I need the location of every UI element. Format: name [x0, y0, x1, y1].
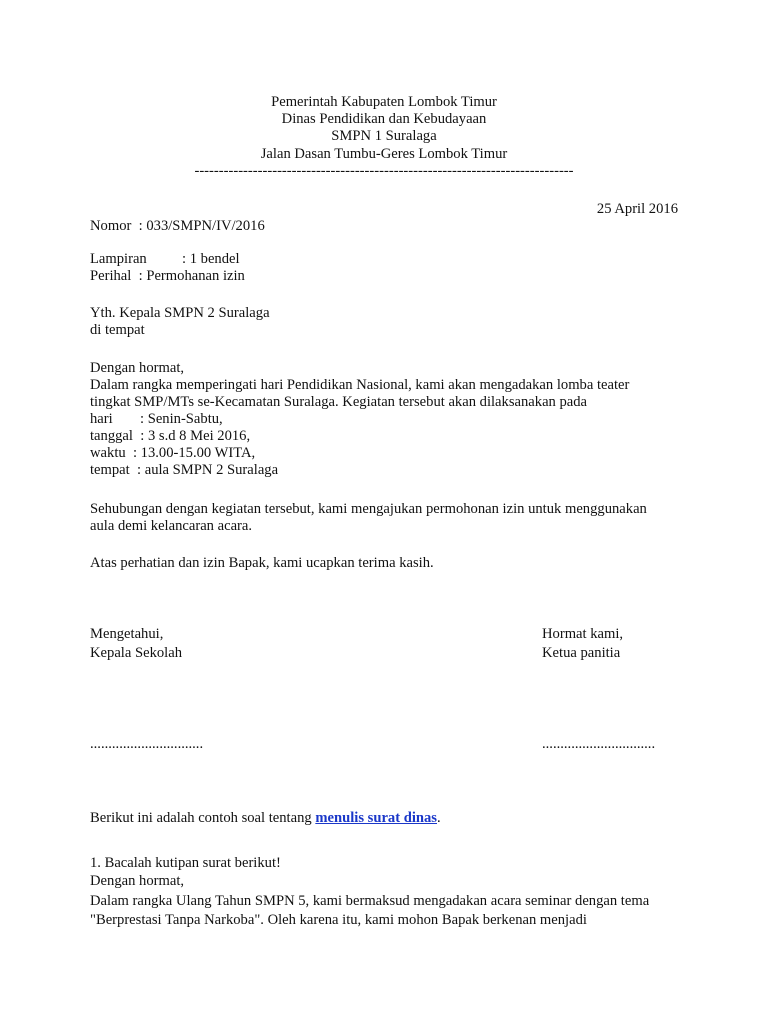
hari-line [90, 411, 223, 428]
example-intro [90, 810, 441, 827]
paragraph-2-line-2: aula demi kelancaran acara. [90, 518, 253, 534]
signature-left-dots: ............................... [90, 736, 204, 752]
question-1-line-2: "Berprestasi Tanpa Narkoba". Oleh karena itu, kami mohon Bapak berkenan menjadi [90, 912, 587, 928]
waktu-line [90, 445, 255, 462]
question-1-line-1: Dalam rangka Ulang Tahun SMPN 5, kami bermaksud mengadakan acara seminar dengan tema [90, 893, 650, 909]
paragraph-1-line-1: Dalam rangka memperingati hari Pendidikan Nasional, kami akan mengadakan lomba teater [90, 377, 630, 393]
letterhead-line-2: Dinas Pendidikan dan Kebudayaan [281, 111, 487, 127]
question-1: 1. Bacalah kutipan surat berikut! [90, 855, 281, 871]
tempat-label: tempat [90, 462, 130, 478]
perihal-value: : Permohanan izin [138, 268, 245, 284]
letterhead-line-4: Jalan Dasan Tumbu-Geres Lombok Timur [260, 146, 508, 162]
tempat-value: : aula SMPN 2 Suralaga [137, 462, 279, 478]
tempat-line [90, 462, 278, 479]
recipient-line-1: Yth. Kepala SMPN 2 Suralaga [90, 305, 270, 321]
nomor-line [90, 218, 265, 235]
signature-right-line-1: Hormat kami, [542, 626, 624, 642]
nomor-value: : 033/SMPN/IV/2016 [138, 218, 265, 234]
lampiran-label: Lampiran [90, 251, 147, 267]
nomor-label: Nomor [90, 218, 132, 234]
tanggal-value: : 3 s.d 8 Mei 2016, [140, 428, 251, 444]
signature-right-line-2: Ketua panitia [542, 645, 621, 661]
waktu-label: waktu [90, 445, 126, 461]
recipient-line-2: di tempat [90, 322, 145, 338]
question-1-greeting: Dengan hormat, [90, 873, 185, 889]
perihal-label: Perihal [90, 268, 132, 284]
example-intro-period: . [437, 810, 441, 826]
signature-left-line-1: Mengetahui, [90, 626, 164, 642]
letter-date: 25 April 2016 [596, 201, 678, 217]
lampiran-line [90, 251, 240, 268]
tanggal-line [90, 428, 250, 445]
closing-sentence: Atas perhatian dan izin Bapak, kami ucapkan terima kasih. [90, 555, 434, 571]
perihal-line [90, 268, 245, 285]
greeting: Dengan hormat, [90, 360, 185, 376]
menulis-surat-dinas-link[interactable]: menulis surat dinas [315, 810, 437, 826]
hari-value: : Senin-Sabtu, [140, 411, 223, 427]
hari-label: hari [90, 411, 113, 427]
example-intro-text: Berikut ini adalah contoh soal tentang [90, 810, 316, 826]
waktu-value: : 13.00-15.00 WITA, [132, 445, 256, 461]
letterhead-line-1: Pemerintah Kabupaten Lombok Timur [271, 94, 497, 110]
signature-left-line-2: Kepala Sekolah [90, 645, 182, 661]
tanggal-label: tanggal [90, 428, 133, 444]
letterhead-line-3: SMPN 1 Suralaga [331, 128, 437, 144]
signature-right-dots: ............................... [542, 736, 656, 752]
paragraph-2-line-1: Sehubungan dengan kegiatan tersebut, kami mengajukan permohonan izin untuk menggunakan [90, 501, 647, 517]
letterhead-divider: ------------------------------------------------------------------------------ [194, 163, 574, 179]
paragraph-1-line-2: tingkat SMP/MTs se-Kecamatan Suralaga. Kegiatan tersebut akan dilaksanakan pada [90, 394, 588, 410]
lampiran-value: : 1 bendel [182, 251, 240, 267]
